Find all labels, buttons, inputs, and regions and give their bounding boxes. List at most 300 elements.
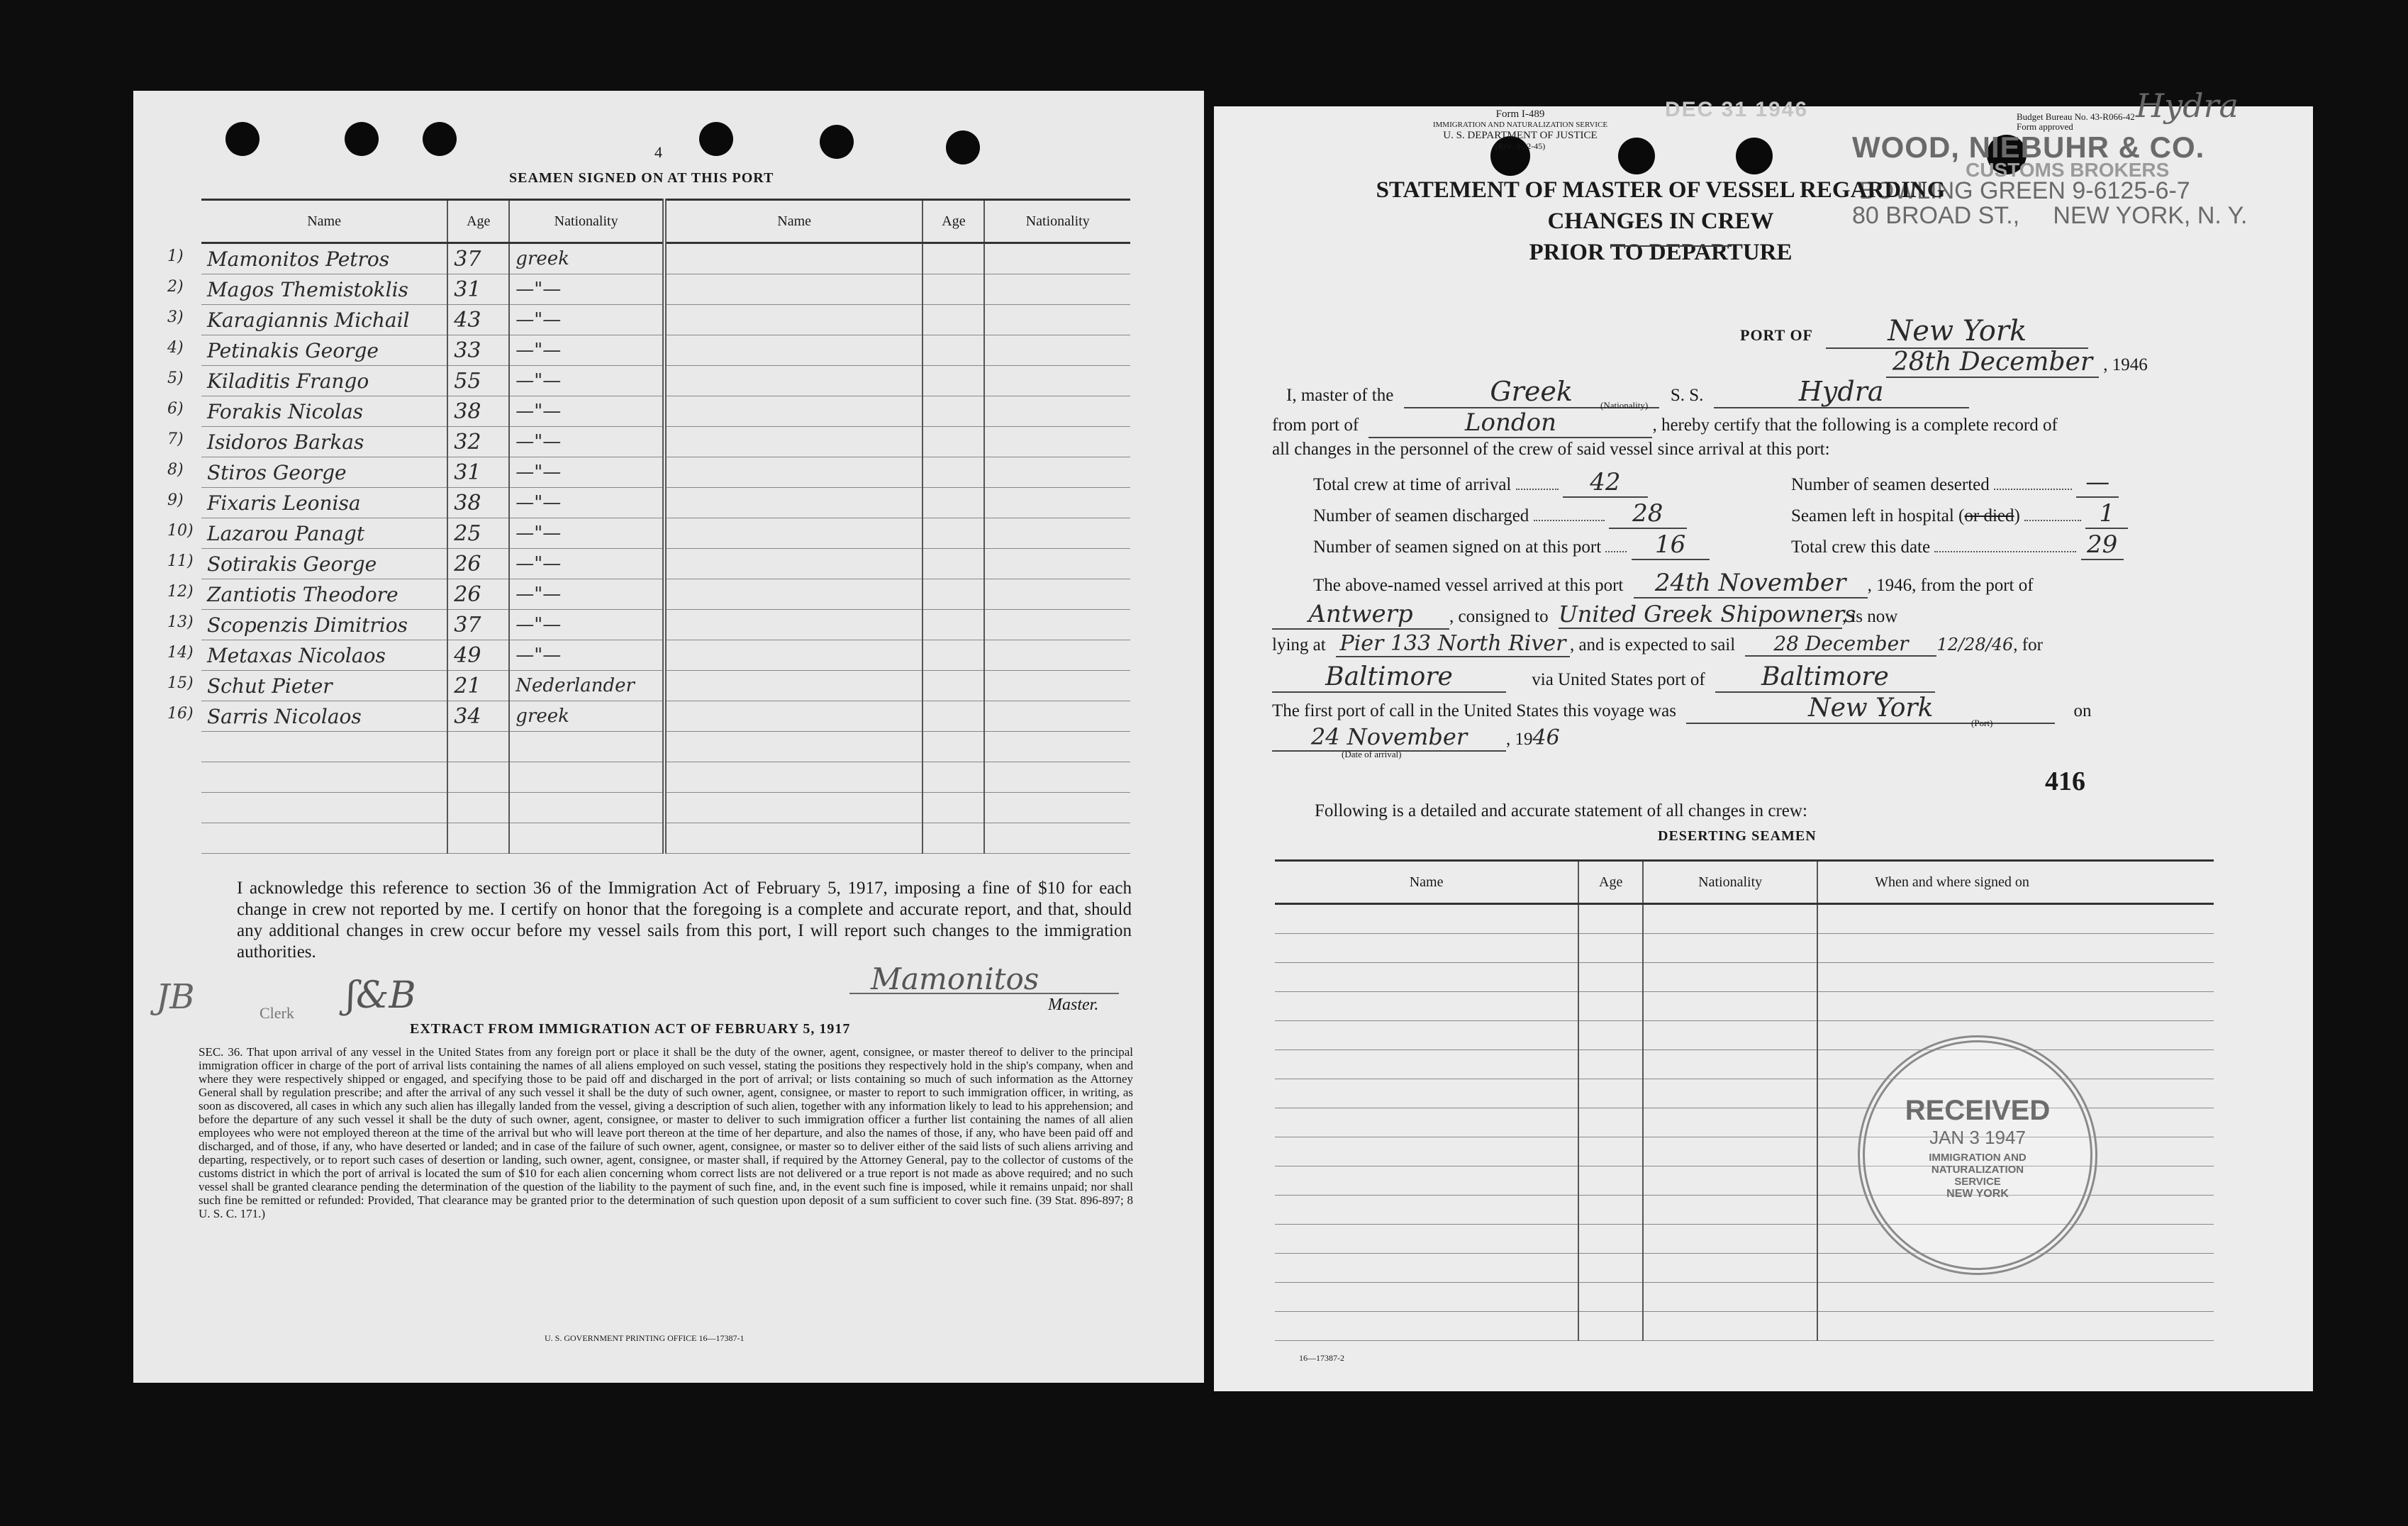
column-header: Age (922, 200, 984, 243)
destination-value: Baltimore (1272, 662, 1506, 693)
punch-hole (423, 122, 457, 156)
deserter-name (1275, 1021, 1578, 1050)
seaman-name (664, 457, 922, 488)
seaman-name (664, 335, 922, 366)
seaman-name (167, 488, 447, 518)
table-row (201, 732, 1130, 762)
budget-block (2017, 112, 2135, 132)
received-city: NEW YORK (1946, 1188, 2009, 1200)
seaman-nationality (984, 579, 1130, 610)
seaman-age (922, 762, 984, 793)
via-port-value: Baltimore (1715, 662, 1935, 693)
seaman-nationality: Nederlander (509, 671, 664, 701)
lying-row (1272, 631, 2043, 657)
column-header: Nationality (984, 200, 1130, 243)
seaman-age: 37 (447, 610, 509, 640)
seaman-nationality: —"— (509, 518, 664, 549)
seaman-name (664, 823, 922, 854)
deserter-nationality (1643, 1312, 1817, 1341)
printing-office: U. S. GOVERNMENT PRINTING OFFICE 16—17387-1 (545, 1333, 745, 1343)
consigned-label: , consigned to (1449, 607, 1549, 626)
page-number: 4 (654, 143, 662, 161)
seaman-age: 31 (447, 274, 509, 305)
seaman-nationality: —"— (509, 579, 664, 610)
seaman-age: 34 (447, 701, 509, 732)
table-row (201, 305, 1130, 335)
seaman-nationality (984, 274, 1130, 305)
deserter-nationality (1643, 1108, 1817, 1137)
arrival-date-value: 24 November (1272, 723, 1506, 752)
table-row (1275, 1312, 2214, 1341)
seamen-table (167, 199, 1130, 854)
seaman-age (922, 823, 984, 854)
sail-year-value: 12/28/46 (1936, 635, 2014, 655)
section-title: SEAMEN SIGNED ON AT THIS PORT (509, 170, 774, 186)
title-line-2: PRIOR TO DEPARTURE (1529, 240, 1793, 265)
table-row (1275, 1225, 2214, 1254)
seaman-age (922, 549, 984, 579)
seaman-name (201, 762, 447, 793)
master-signature: Mamonitos (871, 962, 1039, 996)
deserter-age (1578, 1137, 1643, 1166)
lying-label: lying at (1272, 635, 1326, 655)
seaman-nationality (984, 549, 1130, 579)
seaman-name (167, 335, 447, 366)
deserter-signed-on (1817, 934, 2214, 963)
table-row (1275, 1283, 2214, 1312)
date-value: 28th December (1886, 347, 2099, 378)
deserter-nationality (1643, 1196, 1817, 1225)
row-number: 16) (167, 704, 194, 723)
form-title (1334, 174, 1987, 268)
seaman-name (167, 579, 447, 610)
destination-row (1272, 662, 1935, 693)
table-row (1275, 1254, 2214, 1283)
agency-line: IMMIGRATION AND NATURALIZATION SERVICE (1432, 121, 1608, 129)
table-row (1275, 904, 2214, 934)
seaman-name (664, 579, 922, 610)
table-row (201, 579, 1130, 610)
discharged-value: 28 (1609, 499, 1687, 529)
table-row (201, 671, 1130, 701)
seaman-age: 25 (447, 518, 509, 549)
seaman-name (664, 762, 922, 793)
seaman-nationality: —"— (509, 640, 664, 671)
seaman-name (167, 671, 447, 701)
seaman-age (922, 335, 984, 366)
agent-sub: CUSTOMS BROKERS (1966, 159, 2170, 181)
seaman-age: 21 (447, 671, 509, 701)
seaman-name (664, 488, 922, 518)
seaman-nationality (509, 823, 664, 854)
table-row (201, 518, 1130, 549)
seaman-name-text: Forakis Nicolas (207, 399, 364, 423)
seaman-name-text: Zantiotis Theodore (207, 582, 398, 606)
seaman-age: 31 (447, 457, 509, 488)
seaman-name-text: Magos Themistoklis (207, 277, 408, 301)
deserter-name (1275, 992, 1578, 1021)
total-crew-arrival-value: 42 (1563, 468, 1648, 498)
seaman-name (664, 366, 922, 396)
seaman-age (922, 488, 984, 518)
seaman-name (167, 274, 447, 305)
arrived-from-value: Antwerp (1272, 600, 1449, 630)
seaman-nationality (509, 732, 664, 762)
seaman-name (664, 640, 922, 671)
first-call-value: New York (1686, 694, 2055, 724)
deserter-age (1578, 1166, 1643, 1196)
hospital-label-c: ) (2014, 506, 2020, 525)
seaman-name-text: Mamonitos Petros (207, 247, 390, 271)
from-port-label: from port of (1272, 416, 1359, 435)
total-crew-arrival-row (1313, 468, 1648, 498)
deserter-name (1275, 1196, 1578, 1225)
seaman-age: 55 (447, 366, 509, 396)
seaman-name (167, 366, 447, 396)
punch-hole (345, 122, 379, 156)
seaman-name (664, 518, 922, 549)
deserter-nationality (1643, 934, 1817, 963)
seaman-age: 38 (447, 488, 509, 518)
seaman-nationality: —"— (509, 274, 664, 305)
corner-note: Hydra (2136, 87, 2239, 125)
seaman-nationality (984, 793, 1130, 823)
seaman-nationality (509, 793, 664, 823)
seaman-age (922, 427, 984, 457)
sail-date-value: 28 December (1745, 632, 1936, 657)
seaman-nationality: —"— (509, 488, 664, 518)
table-row (201, 243, 1130, 274)
row-number: 14) (167, 643, 194, 662)
column-header: Name (664, 200, 922, 243)
deserter-name (1275, 934, 1578, 963)
column-header: Age (447, 200, 509, 243)
arrived-date-value: 24th November (1634, 569, 1868, 598)
row-number: 8) (167, 460, 184, 479)
column-header: Name (201, 200, 447, 243)
deserted-label: Number of seamen deserted (1791, 475, 1990, 494)
punch-hole (1736, 138, 1773, 174)
inspector-initials: JB (156, 977, 195, 1017)
seaman-name-text: Scopenzis Dimitrios (207, 613, 408, 637)
seaman-name (201, 732, 447, 762)
deserter-name (1275, 1283, 1578, 1312)
punch-hole (820, 125, 854, 159)
seaman-age: 26 (447, 549, 509, 579)
signature-line (849, 993, 1119, 994)
revision: (Rev. 3-22-45) (1495, 141, 1546, 151)
acknowledgement-text: I acknowledge this reference to section 36 of the Immigration Act of February 5, 1917, imposing a fine of $10 for each change in crew not reported by me. I certify on honor that the foregoing is a complete and accurate report, and that, should any additional changes in crew occur before my vessel sails from this port, I will report such changes to the immigration authorities. (237, 879, 1132, 962)
seaman-name-text: Fixaris Leonisa (207, 491, 361, 515)
seaman-age (447, 762, 509, 793)
row-number: 11) (167, 552, 194, 570)
row-number: 6) (167, 399, 184, 418)
seaman-age: 49 (447, 640, 509, 671)
seaman-nationality (509, 762, 664, 793)
table-row (1275, 934, 2214, 963)
seaman-age: 33 (447, 335, 509, 366)
following-text: Following is a detailed and accurate statement of all changes in crew: (1315, 801, 1807, 820)
total-crew-date-value: 29 (2081, 530, 2124, 560)
deserter-signed-on (1817, 963, 2214, 992)
deserted-value: — (2076, 468, 2119, 498)
port-of-value: New York (1826, 315, 2088, 349)
first-call-row (1272, 694, 2092, 724)
received-label: RECEIVED (1905, 1095, 2051, 1126)
seaman-nationality: —"— (509, 427, 664, 457)
deserting-title: DESERTING SEAMEN (1658, 828, 1817, 844)
signed-on-label: Number of seamen signed on at this port (1313, 538, 1602, 557)
seaman-age (922, 671, 984, 701)
seaman-nationality (984, 396, 1130, 427)
deserter-nationality (1643, 1137, 1817, 1166)
deserter-name (1275, 1137, 1578, 1166)
seaman-name-text: Metaxas Nicolaos (207, 643, 386, 667)
seaman-age (922, 793, 984, 823)
seaman-age (922, 579, 984, 610)
table-row (1275, 1050, 2214, 1079)
from-port-value: London (1369, 408, 1652, 438)
vessel-value: Hydra (1714, 376, 1969, 408)
seaman-nationality (984, 305, 1130, 335)
row-number: 1) (167, 247, 184, 265)
hospital-value: 1 (2085, 499, 2128, 529)
table-row (201, 366, 1130, 396)
deserter-signed-on (1817, 1283, 2214, 1312)
seaman-age (922, 732, 984, 762)
seaman-nationality (984, 518, 1130, 549)
table-row (201, 793, 1130, 823)
master-of-label: I, master of the (1286, 386, 1394, 405)
table-row (1275, 992, 2214, 1021)
seaman-age (922, 305, 984, 335)
seaman-name (201, 793, 447, 823)
certify-text: , hereby certify that the following is a complete record of (1652, 416, 2058, 435)
from-port-row (1272, 408, 2058, 438)
arrival-year-value: 46 (1532, 725, 1560, 750)
row-number: 15) (167, 674, 194, 692)
column-header: When and where signed on (1817, 861, 2214, 904)
extract-title: EXTRACT FROM IMMIGRATION ACT OF FEBRUARY 5, 1917 (410, 1021, 851, 1037)
seaman-nationality: greek (509, 701, 664, 732)
seaman-age (922, 640, 984, 671)
seaman-age (922, 243, 984, 274)
deserter-name (1275, 1166, 1578, 1196)
table-row (201, 457, 1130, 488)
column-header: Name (1275, 861, 1578, 904)
hospital-label-a: Seamen left in hospital ( (1791, 506, 1965, 525)
deserter-name (1275, 1050, 1578, 1079)
ss-label: S. S. (1670, 386, 1704, 405)
arrived-row: The above-named vessel arrived at this port 24th November , 1946, from the port of (1313, 569, 2034, 597)
deserter-nationality (1643, 1079, 1817, 1108)
year-prefix: , 19 (1506, 730, 1533, 749)
form-number: Form I-489 (1495, 108, 1545, 120)
seaman-name (664, 427, 922, 457)
port-of-label: PORT OF (1740, 326, 1813, 344)
table-row (201, 274, 1130, 305)
seaman-name (664, 732, 922, 762)
seaman-nationality: —"— (509, 549, 664, 579)
table-row (201, 640, 1130, 671)
seaman-nationality (984, 427, 1130, 457)
seaman-nationality (984, 701, 1130, 732)
seaman-name (167, 457, 447, 488)
seaman-name (167, 610, 447, 640)
deserter-nationality (1643, 1050, 1817, 1079)
deserter-nationality (1643, 992, 1817, 1021)
date-caption: (Date of arrival) (1342, 749, 1402, 759)
seaman-nationality (984, 762, 1130, 793)
deserter-age (1578, 1283, 1643, 1312)
on-label: on (2073, 701, 2092, 720)
deserter-name (1275, 1108, 1578, 1137)
from-port-of-label: , from the port of (1912, 576, 2034, 595)
table-row (201, 610, 1130, 640)
master-label: Master. (1048, 996, 1099, 1014)
seaman-age (922, 701, 984, 732)
arrived-year: 1946 (1876, 576, 1912, 595)
deserter-age (1578, 963, 1643, 992)
received-agency: IMMIGRATION AND NATURALIZATION SERVICE (1929, 1152, 2027, 1188)
discharged-label: Number of seamen discharged (1313, 506, 1529, 525)
first-call-label: The first port of call in the United States this voyage was (1272, 701, 1677, 720)
seaman-age: 26 (447, 579, 509, 610)
certify-text-2: all changes in the personnel of the crew of said vessel since arrival at this port: (1272, 440, 1830, 459)
deserter-age (1578, 992, 1643, 1021)
seaman-age (447, 732, 509, 762)
deserter-age (1578, 1312, 1643, 1341)
seaman-age (447, 823, 509, 854)
deserter-name (1275, 904, 1578, 934)
seaman-nationality (984, 335, 1130, 366)
row-number: 2) (167, 277, 184, 296)
seaman-nationality (984, 488, 1130, 518)
seaman-age: 38 (447, 396, 509, 427)
deserter-name (1275, 963, 1578, 992)
deserter-age (1578, 1079, 1643, 1108)
agent-phone: BOWLING GREEN 9-6125-6-7 (1859, 177, 2190, 204)
table-row (201, 396, 1130, 427)
is-now-label: , is now (1841, 607, 1898, 626)
row-number: 4) (167, 338, 184, 357)
deserter-age (1578, 904, 1643, 934)
seaman-age (922, 518, 984, 549)
seaman-age: 32 (447, 427, 509, 457)
footer-code: 16—17387-2 (1299, 1353, 1344, 1363)
seaman-name-text: Sotirakis George (207, 552, 377, 576)
table-row (201, 762, 1130, 793)
punch-hole (699, 122, 733, 156)
table-row (201, 701, 1130, 732)
lying-at-value: Pier 133 North River (1336, 631, 1570, 657)
deserter-age (1578, 934, 1643, 963)
budget-number: Budget Bureau No. 43-R066-42 (2017, 111, 2135, 122)
row-number: 13) (167, 613, 194, 631)
seaman-name-text: Stiros George (207, 460, 347, 484)
deserter-age (1578, 1225, 1643, 1254)
seaman-nationality: —"— (509, 305, 664, 335)
clerk-initials: ʃ&B (346, 974, 416, 1017)
column-header: Age (1578, 861, 1643, 904)
clerk-label: Clerk (260, 1004, 294, 1022)
seaman-name (167, 549, 447, 579)
deserter-nationality (1643, 1166, 1817, 1196)
table-row (1275, 1021, 2214, 1050)
deserter-signed-on (1817, 904, 2214, 934)
deserter-name (1275, 1079, 1578, 1108)
discharged-row (1313, 499, 1687, 529)
deserter-nationality (1643, 1021, 1817, 1050)
date-stamp: DEC 31 1946 (1665, 98, 1809, 121)
table-row (1275, 963, 2214, 992)
seaman-name (167, 396, 447, 427)
seaman-name (664, 701, 922, 732)
seaman-nationality (984, 640, 1130, 671)
row-number: 7) (167, 430, 184, 448)
seaman-nationality (984, 457, 1130, 488)
total-crew-arrival-label: Total crew at time of arrival (1313, 475, 1512, 494)
seaman-name-text: Lazarou Panagt (207, 521, 365, 545)
table-row (201, 335, 1130, 366)
seaman-name-text: Schut Pieter (207, 674, 333, 698)
seaman-age (922, 274, 984, 305)
seaman-name (664, 793, 922, 823)
received-stamp (1858, 1035, 2097, 1275)
seaman-age (922, 366, 984, 396)
total-crew-date-row (1791, 530, 2124, 560)
title-rule (1611, 245, 1732, 247)
deserter-name (1275, 1225, 1578, 1254)
column-header: Nationality (1643, 861, 1817, 904)
deserter-age (1578, 1021, 1643, 1050)
deserter-nationality (1643, 1225, 1817, 1254)
left-page (133, 91, 1204, 1383)
seaman-nationality: —"— (509, 610, 664, 640)
row-number: 3) (167, 308, 184, 326)
seaman-name (664, 671, 922, 701)
seaman-nationality (984, 823, 1130, 854)
consignee-value: United Greek Shipowners (1558, 601, 1856, 628)
deserter-name (1275, 1312, 1578, 1341)
total-crew-date-label: Total crew this date (1791, 538, 1931, 557)
row-number: 5) (167, 369, 184, 387)
deserter-age (1578, 1108, 1643, 1137)
seaman-age: 43 (447, 305, 509, 335)
via-label: via United States port of (1532, 670, 1705, 689)
date-row: 28th December , 1946 (1886, 347, 2148, 378)
deserter-age (1578, 1254, 1643, 1283)
seaman-age (922, 610, 984, 640)
seaman-name (664, 396, 922, 427)
row-number: 9) (167, 491, 184, 509)
deserter-nationality (1643, 904, 1817, 934)
punch-hole (946, 130, 980, 165)
deserted-row (1791, 468, 2119, 498)
row-number: 12) (167, 582, 194, 601)
deserter-age (1578, 1050, 1643, 1079)
expected-label: , and is expected to sail (1569, 635, 1736, 655)
deserter-signed-on (1817, 992, 2214, 1021)
seaman-nationality (984, 243, 1130, 274)
deserter-name (1275, 1254, 1578, 1283)
form-approved: Form approved (2017, 121, 2073, 132)
seaman-age: 37 (447, 243, 509, 274)
seaman-name (167, 701, 447, 732)
consigned-row (1272, 600, 1897, 630)
seaman-name (167, 243, 447, 274)
seaman-name-text: Kiladitis Frango (207, 369, 369, 393)
